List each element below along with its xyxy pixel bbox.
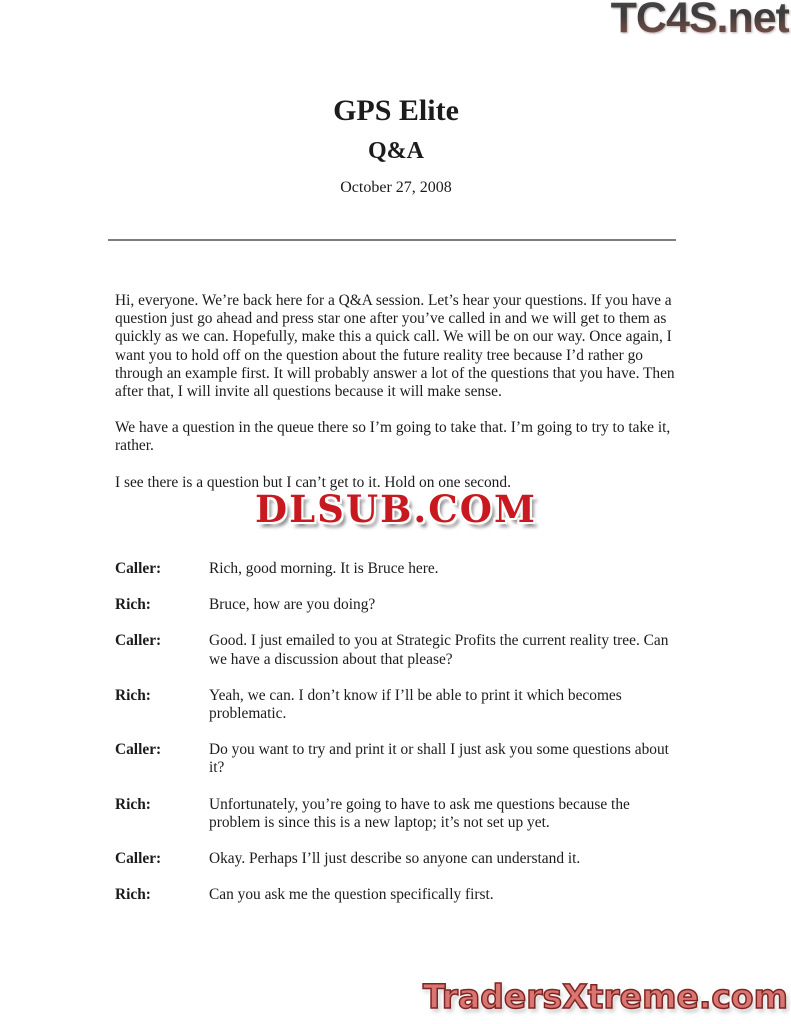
divider-line [108,239,676,241]
dialogue-row [115,596,677,614]
speaker-label: Rich: [115,795,151,813]
dialogue-text: Yeah, we can. I don’t know if I’ll be able to print it which becomes problematic. [209,686,622,723]
dialogue-row [115,632,677,668]
dialogue-text: Can you ask me the question specifically first. [209,886,494,904]
dialogue-text: Unfortunately, you’re going to have to ask me questions because the problem is since this is a new laptop; it’s not set up yet. [209,795,630,831]
speaker-label: Rich: [115,886,151,904]
intro-paragraph: We have a question in the queue there so I’m going to take that. I’m going to try to take it, rather. [115,419,671,455]
speaker-label: Rich: [115,596,151,614]
dlsub-watermark-logo: DLSUB.COM [255,487,537,531]
title-block [115,94,677,197]
intro-paragraph: I see there is a question but I can’t get to it. Hold on one second. [115,473,511,491]
speaker-label: Rich: [115,686,151,704]
dialogue-text: Bruce, how are you doing? [209,596,376,614]
speaker-label: Caller: [115,632,162,650]
intro-paragraph: Hi, everyone. We’re back here for a Q&A session. Let’s hear your questions. If you have a question just go ahead and press star one after you’ve called in and we will get to them as quickly as we can. Hopefully, make this a quick call. We will be on our way. Once again, I want you to hold off on the question about the future reality tree because I’d rather go through an example first. It will probably answer a lot of the questions that you have. Then after that, I will invite all questions because it will make sense. [115,292,675,401]
dialogue-row [115,886,677,904]
speaker-label: Caller: [115,850,162,868]
dialogue-row [115,850,677,868]
dialogue-text: Okay. Perhaps I’ll just describe so anyone can understand it. [209,850,581,868]
intro-section [115,292,677,510]
page-title: GPS Elite [333,94,459,127]
dialogue-row [115,687,677,723]
dialogue-row [115,560,677,578]
tc4s-watermark-logo: TC4S.net [611,0,789,43]
dialogue-text: Do you want to try and print it or shall I just ask you some questions about it? [209,741,669,777]
speaker-label: Caller: [115,560,162,577]
dialogue-row [115,741,677,777]
dialogue-text: Rich, good morning. It is Bruce here. [209,560,439,577]
page-subtitle: Q&A [368,138,424,164]
speaker-label: Caller: [115,741,162,759]
tradersxtreme-watermark-logo: TradersXtreme.com [422,977,788,1016]
dialogue-row [115,796,677,832]
document-date: October 27, 2008 [340,179,452,197]
dialogue-text: Good. I just emailed to you at Strategic Profits the current reality tree. Can we have a discussion about that please? [209,632,669,668]
dialogue-section [115,560,677,922]
